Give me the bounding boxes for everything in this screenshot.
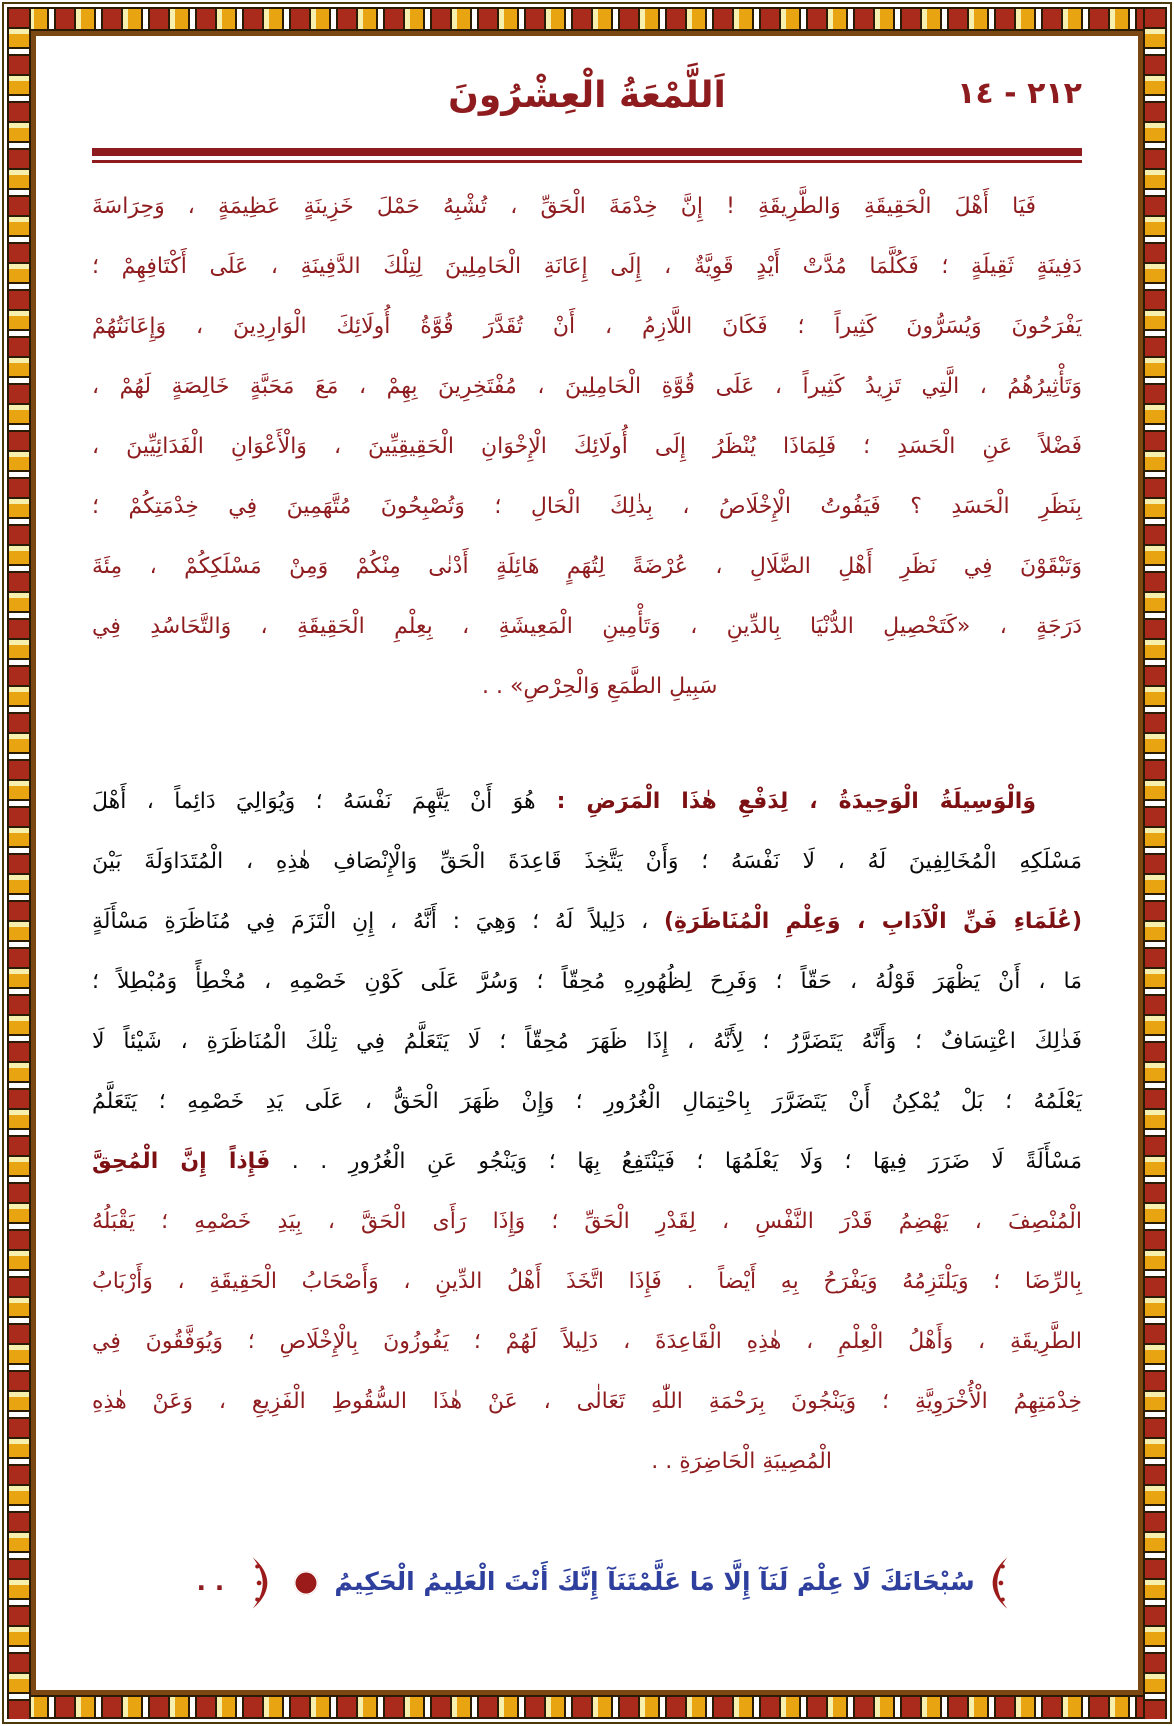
text-line	[92, 537, 1082, 597]
verse-close-bracket-icon	[249, 1555, 271, 1611]
text-segment: دَرَجَةٍ ، «كَتَحْصِيلِ الدُّنْيَا بِالدِّينِ ، وَتَأْمِينِ الْمَعِيشَةِ ، بِعِلْمِ الْحَقِيقَةِ ، وَالتَّحَاسُدِ فِي	[92, 614, 1082, 639]
text-segment: يَعْلَمُهُ ؛ بَلْ يُمْكِنُ أَنْ يَتَضَرَّرَ بِاحْتِمَالِ الْغُرُورِ ؛ وَإِنْ ظَهَرَ الْحَقُّ ، عَلَى يَدِ خَصْمِهِ ؛ يَتَعَلَّمُ	[92, 1089, 1082, 1114]
text-line	[92, 237, 1082, 297]
text-segment: مَسْلَكِهِ الْمُخَالِفِينَ لَهُ ، لَا نَفْسَهُ ؛ وَأَنْ يَتَّخِذَ قَاعِدَةَ الْحَقِّ وَالْإِنْصَافِ هٰذِهِ ، الْمُتَدَاوَلَةَ بَيْنَ	[92, 849, 1082, 874]
ornamental-border-bottom	[7, 1695, 1167, 1719]
text-segment: سَبِيلِ الطَّمَعِ وَالْحِرْصِ» . .	[482, 674, 718, 699]
page-title: اَللَّمْعَةُ الْعِشْرُونَ	[448, 75, 726, 116]
text-segment: وَتَبْقَوْنَ فِي نَظَرِ أَهْلِ الضَّلَالِ ، عُرْضَةً لِتُهَمٍ هَائِلَةٍ أَدْنٰى مِنْكُمْ وَمِنْ مَسْلَكِكُمْ ، مِئَةَ	[92, 554, 1082, 579]
divider-thin-bar	[92, 160, 1082, 163]
page-header	[92, 70, 1082, 136]
text-line	[92, 832, 1082, 892]
page-number: ٢١٢ - ١٤	[957, 76, 1082, 111]
text-segment: الطَّرِيقَةِ ، وَأَهْلُ الْعِلْمِ ، هٰذِهِ الْقَاعِدَةَ ، دَلِيلاً لَهُمْ ؛ يَفُوزُونَ بِالْإِخْلَاصِ ؛ وَيُوَفَّقُونَ فِي	[92, 1329, 1082, 1354]
text-line	[92, 477, 1082, 537]
text-line	[92, 357, 1082, 417]
divider-rule	[92, 148, 1082, 163]
verse-text: سُبْحَانَكَ لَا عِلْمَ لَنَآ إِلَّا مَا عَلَّمْتَنَآ إِنَّكَ أَنْتَ الْعَلِيمُ الْحَكِيمُ	[334, 1567, 975, 1596]
verse-open-bracket-icon	[989, 1555, 1011, 1611]
text-line	[92, 1252, 1082, 1312]
text-segment: دَفِينَةٍ ثَقِيلَةٍ ؛ فَكُلَّمَا مُدَّتْ أَيْدٍ قَوِيَّةٌ ، إِلَى إِعَانَةِ الْحَامِلِينَ لِتِلْكَ الدَّفِينَةِ ، عَلَى أَكْتَافِهِمْ ؛	[92, 254, 1082, 279]
text-segment: مَسْأَلَةً لَا ضَرَرَ فِيهَا ؛ وَلَا يَعْلَمُهَا ؛ فَيَنْتَفِعُ بِهَا ؛ وَيَنْجُو عَنِ الْغُرُورِ . .	[270, 1149, 1083, 1174]
text-segment: فَضْلاً عَنِ الْحَسَدِ ؛ فَلِمَاذَا يُنْظَرُ إِلَى أُولَائِكَ الْإِخْوَانِ الْحَقِيقِيِّينَ ، وَالْأَعْوَانِ الْفَدَائِيِّينَ ،	[92, 434, 1082, 459]
divider-thick-bar	[92, 148, 1082, 156]
text-line	[92, 952, 1082, 1012]
text-segment: مَا ، أَنْ يَظْهَرَ قَوْلُهُ ، حَقّاً ؛ وَفَرِحَ لِظُهُورِهِ مُحِقّاً ؛ وَسُرَّ عَلَى كَوْنِ خَصْمِهِ ، مُخْطِأً وَمُبْطِلاً ؛	[92, 969, 1082, 994]
verse-trailing-dots: . .	[196, 1567, 225, 1596]
quran-verse	[92, 1550, 1082, 1614]
verse-rosette-icon	[294, 1571, 318, 1595]
text-segment: فَإِذاً إِنَّ الْمُحِقَّ	[92, 1149, 271, 1174]
text-segment: بِنَظَرِ الْحَسَدِ ؟ فَيَفُوتُ الْإِخْلَاصُ ، بِذٰلِكَ الْحَالِ ؛ وَتُصْبِحُونَ مُتَّهَمِينَ فِي خِدْمَتِكُمْ ؛	[92, 494, 1082, 519]
text-segment: هُوَ أَنْ يَتَّهِمَ نَفْسَهُ ؛ وَيُوَالِيَ دَائِماً ، أَهْلَ	[92, 789, 536, 814]
text-line	[92, 177, 1082, 237]
text-segment: الْمُنْصِفَ ، يَهْضِمُ قَدْرَ النَّفْسِ ، لِقَدْرِ الْحَقِّ ؛ وَإِذَا رَأَى الْحَقَّ ، بِيَدِ خَصْمِهِ ؛ يَقْبَلُهُ	[92, 1209, 1082, 1234]
text-line	[92, 1192, 1082, 1252]
text-line	[92, 1432, 1082, 1492]
text-segment: الْمُصِيبَةِ الْحَاضِرَةِ . .	[651, 1449, 832, 1474]
text-line	[92, 1312, 1082, 1372]
text-segment: بِالرِّضَا ؛ وَيَلْتَزِمُهُ وَيَفْرَحُ بِهِ أَيْضاً . فَإِذَا اتَّخَذَ أَهْلُ الدِّينِ ، وَأَصْحَابُ الْحَقِيقَةِ ، وَأَرْبَابُ	[92, 1269, 1082, 1294]
text-segment: وَتَأْثِيرُهُمُ ، الَّتِي تَزِيدُ كَثِيراً ، عَلَى قُوَّةِ الْحَامِلِينَ ، مُفْتَخِرِينَ بِهِمْ ، مَعَ مَحَبَّةٍ خَالِصَةٍ لَهُمْ ،	[92, 374, 1082, 399]
text-line	[92, 1132, 1082, 1192]
ornamental-border-left	[7, 7, 31, 1719]
text-line	[92, 772, 1082, 832]
text-line	[92, 597, 1082, 657]
text-segment: فَذٰلِكَ اعْتِسَافٌ ؛ وَأَنَّهُ يَتَضَرَّرُ ؛ لِأَنَّهُ ، إِذَا ظَهَرَ مُحِقّاً ؛ لَا يَتَعَلَّمُ فِي تِلْكَ الْمُنَاظَرَةِ ، شَيْئاً لَا	[92, 1029, 1082, 1054]
text-line	[92, 1372, 1082, 1432]
text-line	[92, 892, 1082, 952]
ornamental-border-right	[1143, 7, 1167, 1719]
text-segment: وَالْوَسِيلَةُ الْوَحِيدَةُ ، لِدَفْعِ هٰذَا الْمَرَضِ :	[535, 789, 1036, 814]
body-text	[92, 177, 1082, 1492]
text-segment: خِدْمَتِهِمُ الْأُخْرَوِيَّةِ ؛ وَيَنْجُونَ بِرَحْمَةِ اللّٰهِ تَعَالٰى ، عَنْ هٰذَا السُّقُوطِ الْفَزِيعِ ، وَعَنْ هٰذِهِ	[92, 1389, 1082, 1414]
text-line	[92, 417, 1082, 477]
page-content	[36, 36, 1138, 1690]
paragraph-2	[92, 772, 1082, 1492]
text-segment: (عُلَمَاءِ فَنِّ الْآدَابِ ، وَعِلْمِ الْمُنَاظَرَةِ)	[664, 909, 1083, 934]
text-segment: ، دَلِيلاً لَهُ ؛ وَهِيَ : أَنَّهُ ، إِنِ الْتَزَمَ فِي مُنَاظَرَةِ مَسْأَلَةٍ	[92, 909, 664, 934]
text-segment: يَفْرَحُونَ وَيُسَرُّونَ كَثِيراً ؛ فَكَانَ اللَّازِمُ ، أَنْ تُقَدَّرَ قُوَّةُ أُولَائِكَ الْوَارِدِينَ ، وَإِعَانَتُهُمْ	[92, 314, 1082, 339]
text-line	[92, 1012, 1082, 1072]
text-line	[92, 1072, 1082, 1132]
text-segment: فَيَا أَهْلَ الْحَقِيقَةِ وَالطَّرِيقَةِ ! إِنَّ خِدْمَةَ الْحَقِّ ، تُشْبِهُ حَمْلَ خَزِينَةٍ عَظِيمَةٍ ، وَحِرَاسَةَ	[92, 194, 1036, 219]
text-line	[92, 297, 1082, 357]
text-line	[92, 657, 1082, 717]
paragraph-1	[92, 177, 1082, 717]
ornamental-border-top	[7, 7, 1167, 31]
